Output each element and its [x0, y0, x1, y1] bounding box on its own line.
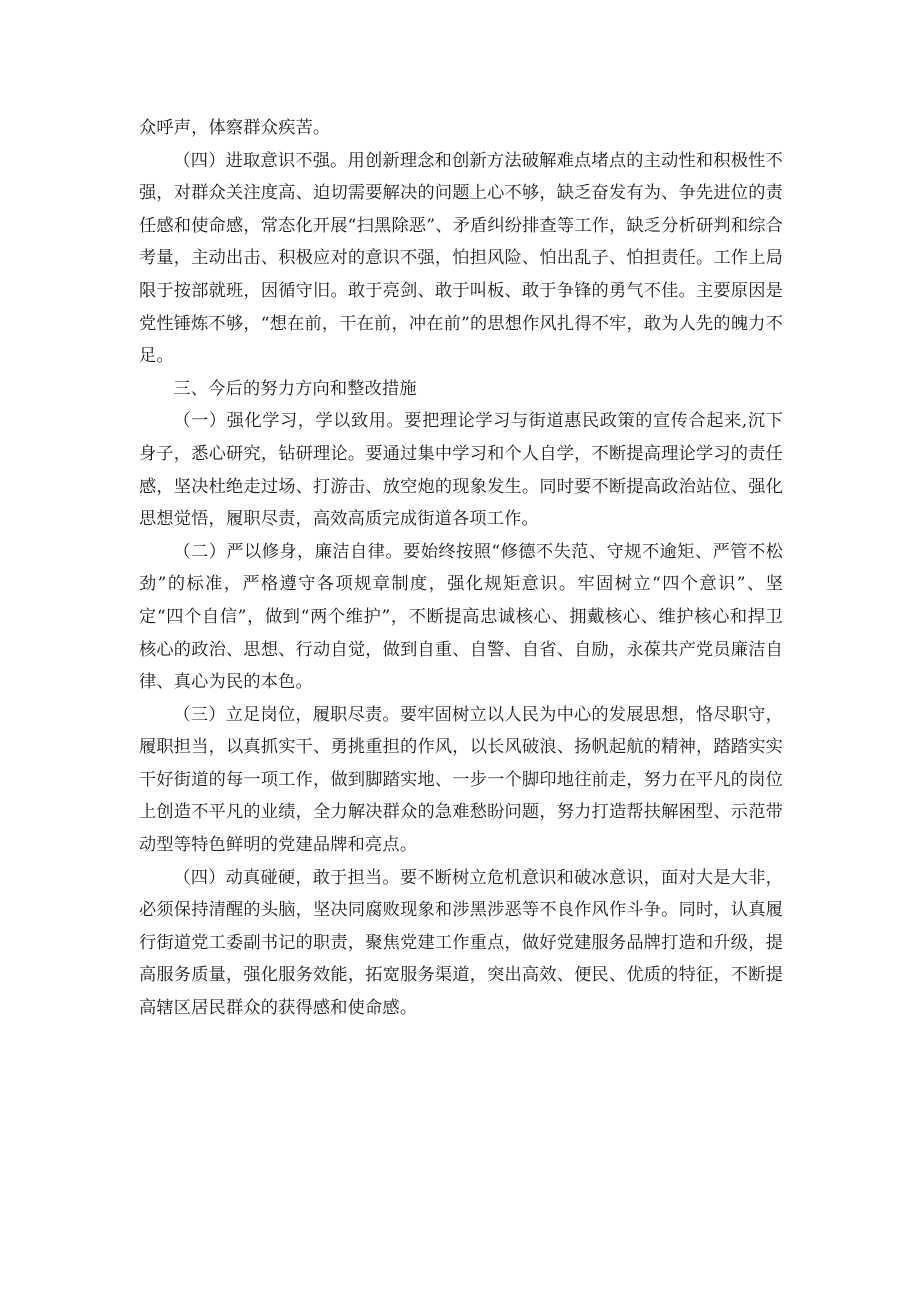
paragraph-progress-awareness: （四）进取意识不强。用创新理念和创新方法破解难点堵点的主动性和积极性不强，对群众关注度高、迫切需要解决的问题上心不够，缺乏奋发有为、争先进位的责任感和使命感，常态化开展“扫黑除恶”、矛盾纠纷排查等工作，缺乏分析研判和综合考量，主动出击、积极应对的意识不强，怕担风险、怕出乱子、怕担责任。工作上局限于按部就班，因循守旧。敢于亮剑、敢于叫板、敢于争锋的勇气不佳。主要原因是党性锤炼不够，“想在前，干在前，冲在前”的思想作风扎得不牢，敢为人先的魄力不足。	[139, 150, 783, 367]
paragraph-self-discipline: （二）严以修身，廉洁自律。要始终按照“修德不失范、守规不逾矩、严管不松劲”的标准，严格遵守各项规章制度，强化规矩意识。牢固树立“四个意识”、坚定“四个自信”，做到“两个维护”，不断提高忠诚核心、拥戴核心、维护核心和捍卫核心的政治、思想、行动自觉，做到自重、自警、自省、自励，永葆共产党员廉洁自律、真心为民的本色。	[139, 541, 783, 693]
paragraph-fulfil-duties: （三）立足岗位，履职尽责。要牢固树立以人民为中心的发展思想，恪尽职守，履职担当，以真抓实干、勇挑重担的作风，以长风破浪、扬帆起航的精神，踏踏实实干好街道的每一项工作，做到脚踏实地、一步一个脚印地往前走，努力在平凡的岗位上创造不平凡的业绩，全力解决群众的急难愁盼问题，努力打造帮扶解困型、示范带动型等特色鲜明的党建品牌和亮点。	[139, 704, 783, 856]
section-heading-rectification: 三、今后的努力方向和整改措施	[173, 378, 417, 399]
document-body	[139, 112, 783, 1025]
paragraph-take-responsibility: （四）动真碰硬，敢于担当。要不断树立危机意识和破冰意识，面对大是大非，必须保持清醒的头脑，坚决同腐败现象和涉黑涉恶等不良作风作斗争。同时，认真履行街道党工委副书记的职责，聚焦党建工作重点，做好党建服务品牌打造和升级，提高服务质量，强化服务效能，拓宽服务渠道，突出高效、便民、优质的特征，不断提高辖区居民群众的获得感和使命感。	[139, 867, 783, 1019]
paragraph-strengthen-learning: （一）强化学习，学以致用。要把理论学习与街道惠民政策的宣传合起来,沉下身子，悉心研究，钻研理论。要通过集中学习和个人自学，不断提高理论学习的责任感，坚决杜绝走过场、打游击、放空炮的现象发生。同时要不断提高政治站位、强化思想觉悟，履职尽责，高效高质完成街道各项工作。	[139, 411, 783, 530]
paragraph-continuation: 众呼声，体察群众疾苦。	[139, 118, 331, 138]
